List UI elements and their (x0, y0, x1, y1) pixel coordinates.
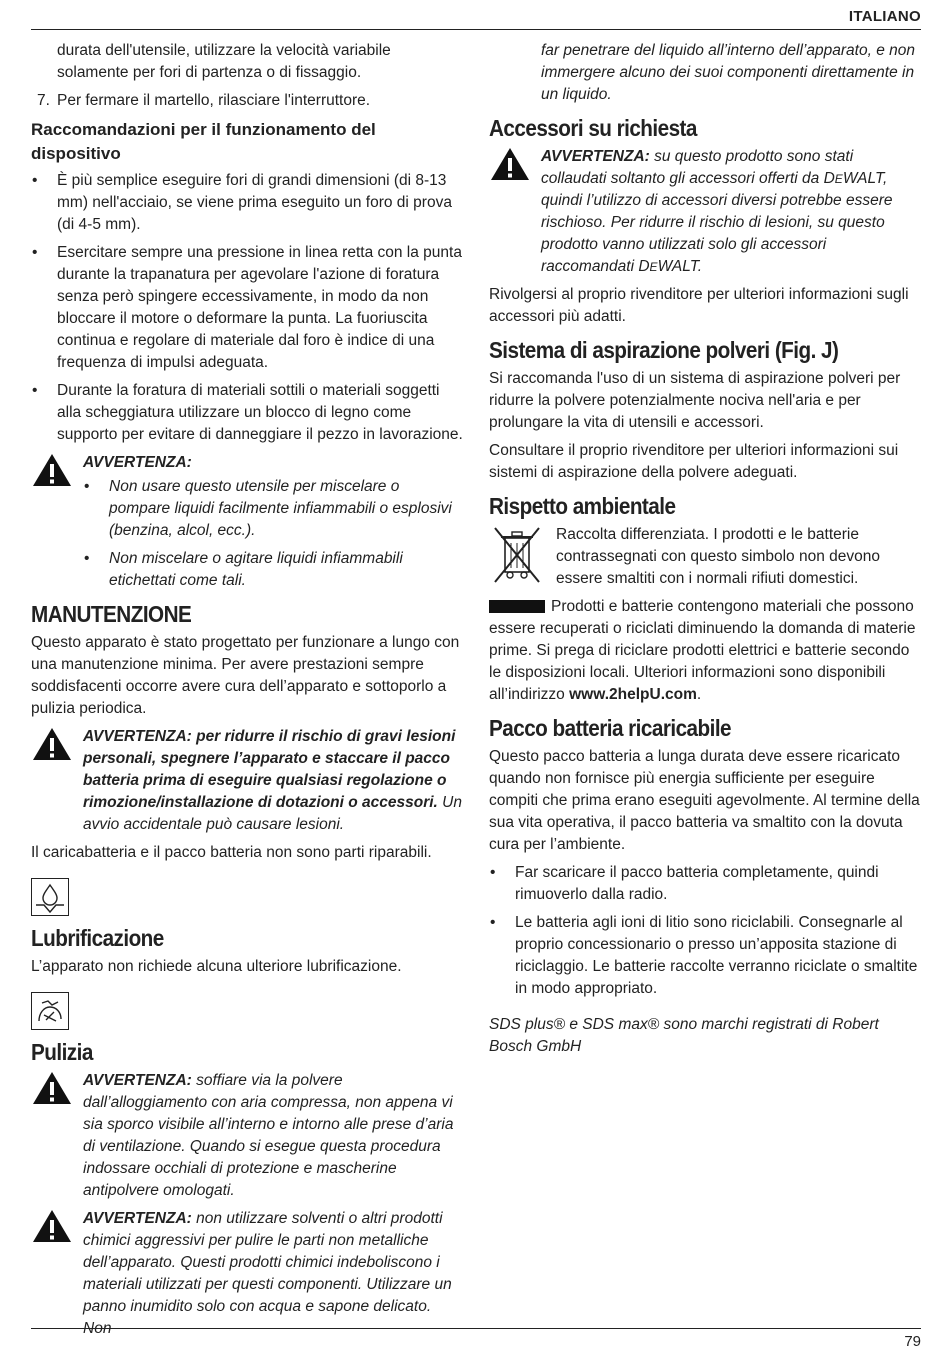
warning-icon (489, 146, 531, 182)
env-period: . (696, 686, 702, 703)
env-text-1: Raccolta differenziata. I prodotti e le batterie contrassegnati con questo simbolo non devono essere smaltiti con i normali rifiuti domestici. (556, 526, 880, 587)
warning-block-accessories (489, 146, 921, 278)
cleaning-warning-2 (83, 1208, 463, 1340)
step-list (31, 90, 463, 112)
warning-block-cleaning-solvents (31, 1208, 463, 1340)
list-item: • Far scaricare il pacco batteria completamente, quindi rimuoverlo dalla radio. (489, 862, 921, 906)
footer-divider (31, 1328, 921, 1329)
warning-text-a: su questo prodotto sono stati collaudati soltanto gli accessori offerti da D (541, 148, 854, 187)
env-text-2-body: Prodotti e batterie contengono materiali che possono essere recuperati o riciclati diminuendo la domanda di materie prime. Si prega di riciclare prodotti elettrici e batterie secondo le disposizioni locali. Ulteriori informazioni sono disponibili all’indirizzo (489, 598, 916, 703)
cleaning-icon (31, 992, 69, 1030)
environment-heading: Rispetto ambientale (489, 493, 676, 519)
step-number: 7. (37, 92, 50, 109)
separate-collection-block (489, 524, 921, 590)
battery-list (489, 862, 921, 1000)
warning-label: AVVERTENZA: (83, 1210, 192, 1227)
warning-label: AVVERTENZA: (83, 1072, 192, 1089)
warning-label: AVVERTENZA: (83, 454, 192, 471)
warning-label: AVVERTENZA: (541, 148, 650, 165)
trademark-note: SDS plus® e SDS max® sono marchi registrati di Robert Bosch GmbH (489, 1016, 879, 1055)
maintenance-heading: MANUTENZIONE (31, 601, 192, 627)
cleaning-heading: Pulizia (31, 1039, 93, 1065)
list-item: • Esercitare sempre una pressione in linea retta con la punta durante la trapanatura per agevolare l'azione di foratura senza però spingere eccessivamente, in modo da non bloccare il motore o deformare la punta. La fuoriuscita continua e regolare di materiale dal foro è indice di una frequenza di impulsi adeguata. (31, 242, 463, 374)
maintenance-note: Il caricabatteria e il pacco batteria non sono parti riparabili. (31, 844, 432, 861)
brand-small-cap: E (649, 260, 658, 274)
brand-small-cap: E (834, 172, 843, 186)
warning-text-c: WALT. (657, 258, 703, 275)
crossed-bin-icon (489, 524, 545, 586)
step-7 (31, 90, 463, 112)
env-text-2 (489, 596, 921, 706)
cleaning-warning-1 (83, 1070, 463, 1202)
intro-continued: durata dell'utensile, utilizzare la velocità variabile solamente per fori di partenza o di fissaggio. (57, 42, 391, 81)
accessories-heading: Accessori su richiesta (489, 115, 697, 141)
maintenance-warning (83, 726, 463, 836)
warning-text-b: WALT, quindi l’utilizzo di accessori diversi potrebbe essere rischioso. Per ridurre il rischio di lesioni, su questo prodotto vanno utilizzati solo gli accessori raccomandati D (541, 170, 893, 275)
maintenance-text: Questo apparato è stato progettato per funzionare a lungo con una manutenzione minima. Per avere prestazioni sempre soddisfacenti occorre avere cura dell’apparato e sottoporlo a pulizia periodica. (31, 634, 460, 717)
maintenance-warning-rest: Un avvio accidentale può causare lesioni. (83, 794, 462, 833)
recommendations-list (31, 170, 463, 446)
dust-extraction-heading: Sistema di aspirazione polveri (Fig. J) (489, 337, 839, 363)
left-column (31, 40, 463, 1346)
warning-text: soffiare via la polvere dall’alloggiamento con aria compressa, non appena vi sia sporco visibile all’interno e intorno alle prese d’aria di ventilazione. Quando si esegue questa procedura indossare occhiali di protezione e mascherine antipolvere omologati. (83, 1072, 454, 1199)
list-item: • Non usare questo utensile per miscelare o pompare liquidi facilmente infiammabili o esplosivi (benzina, alcol, ecc.). (83, 476, 463, 542)
separation-bar-icon (489, 600, 545, 613)
oil-drop-icon (31, 878, 69, 916)
recommendations-heading: Raccomandazioni per il funzionamento del dispositivo (31, 120, 376, 163)
warning-text: non utilizzare solventi o altri prodotti chimici aggressivi per pulire le parti non metalliche dell’apparato. Questi prodotti chimici indeboliscono i materiali utilizzati per questi componenti. Utilizzare un panno inumidito solo con acqua e sapone delicato. Non (83, 1210, 452, 1337)
battery-text: Questo pacco batteria a lunga durata deve essere ricaricato quando non fornisce più energia sufficiente per eseguire compiti che prima erano eseguiti agevolmente. Al termine della sua vita operativa, il pacco batteria va smaltito con la dovuta cura per l’ambiente. (489, 748, 920, 853)
warning-icon (31, 452, 73, 488)
dust-text-1: Si raccomanda l'uso di un sistema di aspirazione polveri per ridurre la polvere potenzialmente nociva nell'aria e per prolungare la vita di utensili e accessori. (489, 370, 901, 431)
maintenance-warning-bold: AVVERTENZA: per ridurre il rischio di gravi lesioni personali, spegnere l’apparato e staccare il pacco batteria prima di eseguire qualsiasi regolazione o rimozione/installazione di dotazioni o accessori. (83, 728, 456, 811)
warning-icon (31, 1208, 73, 1244)
list-item: • Non miscelare o agitare liquidi infiammabili etichettati come tali. (83, 548, 463, 592)
list-item: • Le batteria agli ioni di litio sono riciclabili. Consegnarle al proprio concessionario o presso un’apposita stazione di riciclaggio. Le batterie raccolte verranno riciclate o smaltite in modo appropriato. (489, 912, 921, 1000)
accessories-warning (541, 146, 921, 278)
warning-icon (31, 1070, 73, 1106)
list-item: • È più semplice eseguire fori di grandi dimensioni (di 8-13 mm) nell'acciaio, se viene prima eseguito un foro di prova (di 4-5 mm). (31, 170, 463, 236)
warning-list (83, 476, 463, 592)
page-number: 79 (904, 1333, 921, 1350)
warning-block-maintenance (31, 726, 463, 836)
accessories-text: Rivolgersi al proprio rivenditore per ulteriori informazioni sugli accessori più adatti. (489, 286, 909, 325)
battery-heading: Pacco batteria ricaricabile (489, 715, 732, 741)
language-label: ITALIANO (848, 8, 921, 25)
step-text: Per fermare il martello, rilasciare l'interruttore. (57, 92, 371, 109)
help-website-link[interactable]: www.2helpU.com (569, 686, 697, 703)
lubrication-text: L’apparato non richiede alcuna ulteriore lubrificazione. (31, 958, 402, 975)
warning-block-cleaning-air (31, 1070, 463, 1202)
lubrication-heading: Lubrificazione (31, 925, 164, 951)
cleaning-continued: far penetrare del liquido all’interno dell’apparato, e non immergere alcuno dei suoi componenti direttamente in un liquido. (541, 42, 915, 103)
warning-icon (31, 726, 73, 762)
right-column (489, 40, 921, 1064)
dust-text-2: Consultare il proprio rivenditore per ulteriori informazioni sui sistemi di aspirazione della polvere adeguati. (489, 442, 899, 481)
list-item: • Durante la foratura di materiali sottili o materiali soggetti alla scheggiatura utilizzare un blocco di legno come supporto per evitare di danneggiare il pezzo in lavorazione. (31, 380, 463, 446)
header-divider (31, 29, 921, 30)
warning-block-mixing (31, 452, 463, 592)
